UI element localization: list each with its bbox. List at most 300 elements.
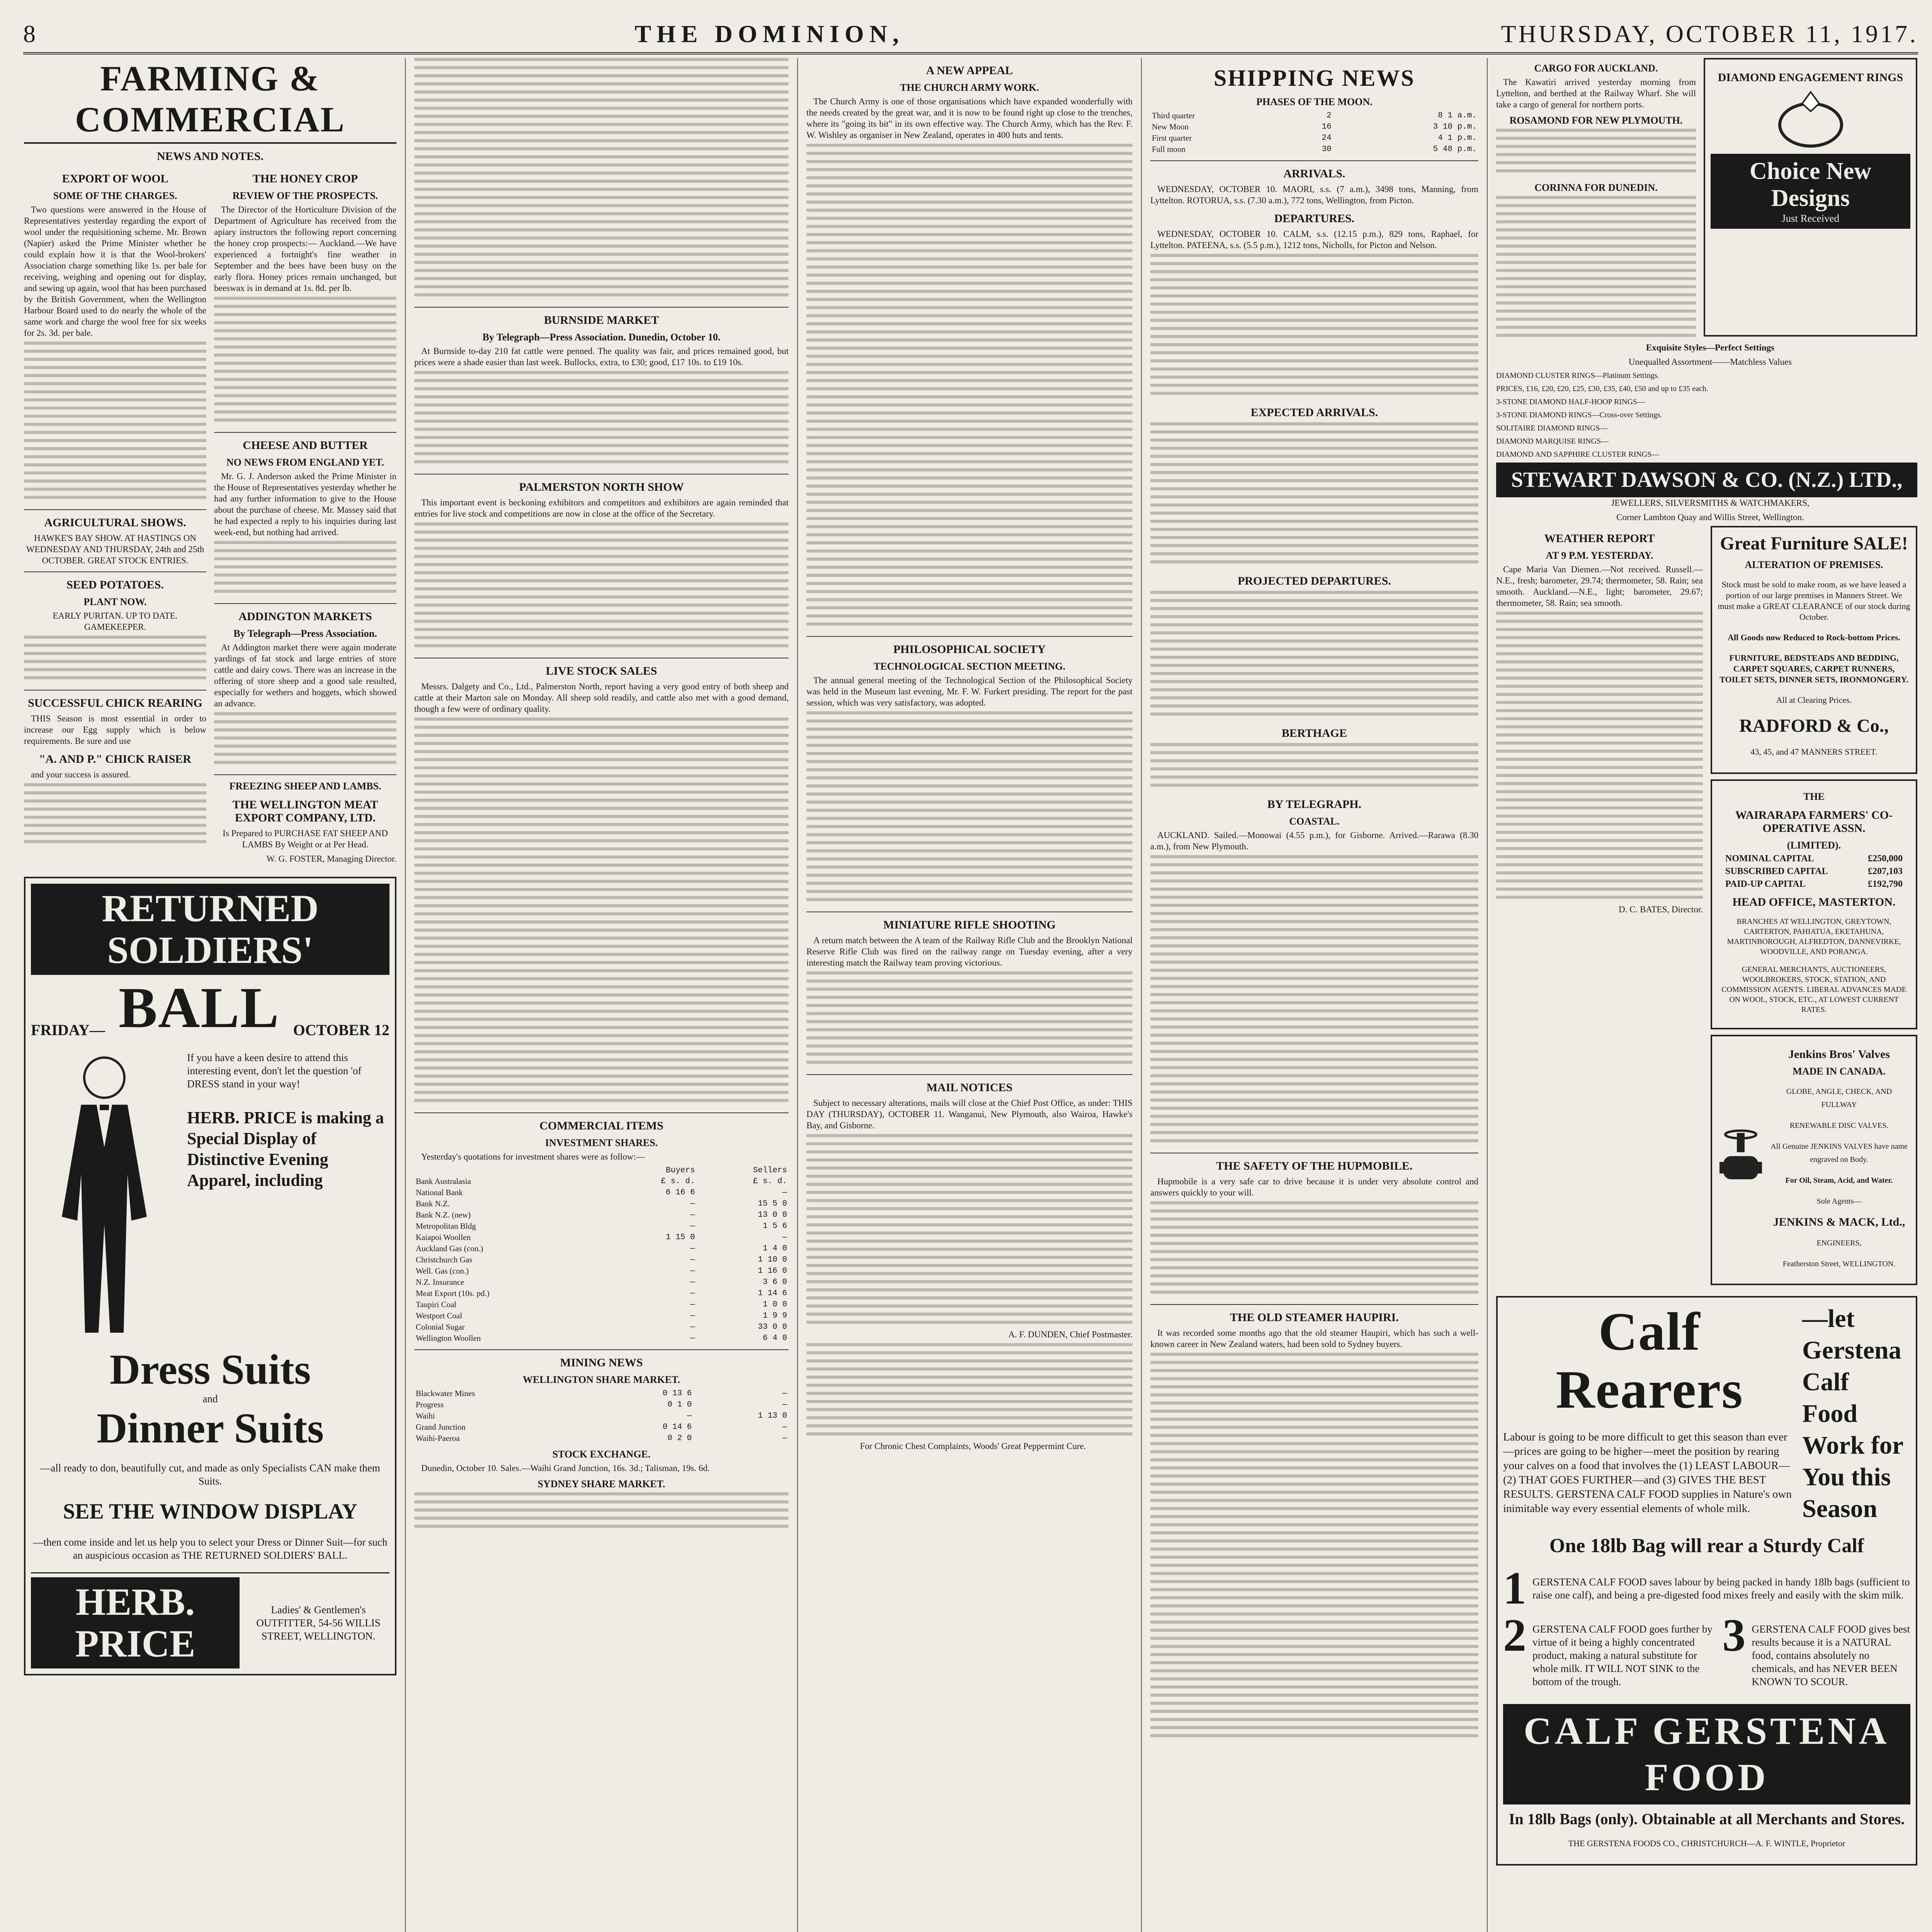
calf-point-1: GERSTENA CALF FOOD saves labour by being packed in handy 18lb bags (sufficient to raise one calf), and being a pre-digested food mixes freely and easily with the skim milk. [1532, 1576, 1910, 1601]
text-continuation [1150, 254, 1478, 400]
furniture-body: Stock must be sold to make room, as we have leased a portion of our large premises in Manners Street. We must make a GREAT CLEARANCE of our stock during October. [1718, 580, 1910, 622]
section-title: FARMING & COMMERCIAL [24, 58, 396, 144]
dunedin-exchange: Dunedin, October 10. Sales.—Waihi Grand Junction, 16s. 3d.; Talisman, 19s. 6d. [421, 1463, 710, 1473]
text-continuation [1150, 591, 1478, 721]
burnside-heading: BURNSIDE MARKET [544, 314, 659, 327]
mining-row-cell: Grand Junction [416, 1422, 466, 1432]
shares-intro: Yesterday's quotations for investment shares were as follow:— [421, 1152, 645, 1162]
valves-sub: MADE IN CANADA. [1793, 1066, 1886, 1077]
share-row-cell: Westport Coal [416, 1311, 463, 1320]
furniture-clearing: All at Clearing Prices. [1776, 695, 1852, 705]
share-row-cell: £ s. d. [661, 1177, 695, 1186]
moon-phase-row [1150, 133, 1478, 144]
calf-bag: One 18lb Bag will rear a Sturdy Calf [1549, 1535, 1864, 1557]
rings-price-list [1496, 371, 1917, 459]
appeal-text: The Church Army is one of those organisations which have expanded wonderfully with the needs created by the great war, and it is now to be found right up close to the trenches, where its "going its bit" in its own effective way. The Church Army, which has the Rev. F. W. Wishley as organiser in New Zealand, operates in 400 huts and tents. [806, 97, 1133, 140]
text-continuation [1150, 422, 1478, 568]
corinna-heading: CORINNA FOR DUNEDIN. [1534, 182, 1658, 193]
mining-row-cell: 0 13 6 [662, 1389, 692, 1398]
telegraphic-heading: BY TELEGRAPH. [1267, 798, 1362, 811]
moon-phase-row-cell: 5 48 p.m. [1433, 145, 1477, 154]
text-continuation [1150, 743, 1478, 792]
moon-phase-row-cell: 4 1 p.m. [1438, 134, 1477, 143]
rifle-heading: MINIATURE RIFLE SHOOTING [883, 918, 1056, 931]
cheese-sub: NO NEWS FROM ENGLAND YET. [226, 457, 384, 468]
philosophical-heading: PHILOSOPHICAL SOCIETY [893, 643, 1046, 656]
share-row-cell: 13 0 0 [758, 1211, 787, 1219]
share-row-cell: Metropolitan Bldg [416, 1221, 476, 1231]
mining-heading: MINING NEWS [560, 1356, 643, 1369]
moon-phase-row [1150, 110, 1478, 121]
mining-row-cell: 0 14 6 [662, 1423, 692, 1432]
text-continuation [414, 522, 789, 652]
calf-stores: In 18lb Bags (only). Obtainable at all Merchants and Stores. [1509, 1810, 1905, 1828]
farming-left [24, 166, 206, 867]
text-continuation [414, 1492, 789, 1533]
farmers-the: THE [1803, 791, 1825, 802]
ball-lead: If you have a keen desire to attend this interesting event, don't let the question 'of DRESS stand in your way! [187, 1052, 362, 1090]
herb-price-detail: Ladies' & Gentlemen's OUTFITTER, 54-56 WILLIS STREET, WELLINGTON. [256, 1604, 381, 1642]
ring-price-line: 3-STONE DIAMOND RINGS—Cross-over Settings. [1496, 411, 1662, 419]
mining-row-cell: 0 2 0 [667, 1434, 692, 1443]
shares-col-sellers: Sellers [753, 1166, 787, 1175]
peppermint-note: For Chronic Chest Complaints, Woods' Great Peppermint Cure. [860, 1441, 1086, 1451]
mining-row [414, 1433, 789, 1444]
ring-price-line: DIAMOND AND SAPPHIRE CLUSTER RINGS— [1496, 450, 1660, 459]
share-row-cell: 6 4 0 [762, 1334, 787, 1343]
calf-point-2: GERSTENA CALF FOOD goes further by virtue of it being a highly concentrated product, making a natural substitute for whole milk. IT WILL NOT SINK to the bottom of the trough. [1532, 1623, 1713, 1687]
text-continuation [414, 58, 789, 301]
share-row-cell: — [690, 1222, 695, 1231]
moon-phase-row-cell: 30 [1321, 145, 1332, 154]
cheese-text: Mr. G. J. Anderson asked the Prime Minister in the House of Representatives yesterday whether he had any further information to give to the House about the purchase of cheese. Mr. Massey said that he had expected a reply to his inquiries during last week-end, but nothing had arrived. [214, 471, 396, 537]
rings-arc: DIAMOND ENGAGEMENT RINGS [1718, 71, 1903, 84]
steamer-heading: THE OLD STEAMER HAUPIRI. [1230, 1311, 1399, 1324]
share-row-cell: Wellington Woollen [416, 1333, 481, 1343]
safety-text: Hupmobile is a very safe car to drive because it is under very absolute control and answers quickly to your will. [1150, 1177, 1478, 1197]
share-row-cell: National Bank [416, 1188, 463, 1197]
furniture-sub: ALTERATION OF PREMISES. [1745, 559, 1883, 570]
column-farming [15, 58, 406, 1932]
col5-top-left [1496, 58, 1696, 342]
mining-row-cell: — [782, 1389, 787, 1398]
valves-note: All Genuine JENKINS VALVES have name engraved on Body. [1770, 1142, 1908, 1164]
moon-phase-row-cell: Full moon [1152, 145, 1185, 154]
share-row-cell: — [690, 1334, 695, 1343]
mining-sub: WELLINGTON SHARE MARKET. [522, 1374, 680, 1385]
herb-price-brand: HERB. PRICE [75, 1580, 196, 1665]
farmers-branches: BRANCHES AT WELLINGTON, GREYTOWN, CARTERTON, PAHIATUA, EKETAHUNA, MARTINBOROUGH, ALFREDTON, DANNEVIRKE, WOODVILLE, AND PORANGA. [1727, 917, 1901, 956]
text-continuation [214, 297, 396, 427]
ring-price-line: DIAMOND MARQUISE RINGS— [1496, 437, 1609, 446]
seed-list: EARLY PURITAN. UP TO DATE. GAMEKEEPER. [53, 611, 178, 632]
dinner-suits: Dinner Suits [97, 1405, 324, 1452]
departures-text: WEDNESDAY, OCTOBER 10. CALM, s.s. (12.15 p.m.), 829 tons, Raphael, for Lyttelton. PATEENA, s.s. (5.5 p.m.), 1212 tons, Nicholls, for Picton and Nelson. [1150, 229, 1478, 250]
honey-sub: REVIEW OF THE PROSPECTS. [232, 190, 378, 201]
mail-text: Subject to necessary alterations, mails will close at the Chief Post Office, as under: THIS DAY (THURSDAY), OCTOBER 11. Wanganui, New Plymouth, also Wairoa, Hawke's Bay, and Gisborne. [806, 1098, 1133, 1130]
capital-row [1725, 866, 1903, 877]
text-continuation [806, 144, 1133, 631]
share-row-cell: Well. Gas (con.) [416, 1266, 469, 1276]
gerstena-calf-food-ad: Calf Rearers Labour is going to be more difficult to get this season than ever—prices are going to be higher—meet the position by rearing your calves on a food that involves the (1) LEAST LABOUR—(2) THAT GOES FURTHER—and (3) GIVES THE BEST RESULTS. GERSTENA CALF FOOD supplies in Nature's own inimitable way every essential elements of whole milk. —let Gerstena Calf Food Work for You this Season One 18lb Bag will rear a Sturdy Calf 1 GERSTENA CALF FOOD saves labour by being packed in handy 18lb bags (sufficient to raise one calf), and being a pre-digested food mixes freely and easily with the skim milk. 2 GERSTENA CALF FOOD goes further by virtue of it being a highly concentrated product, making a natural substitute for whole milk. IT WILL NOT SINK to the bottom of the trough. 3 GERSTENA CALF FOOD gives best results because it is a NATURAL food, contains absolutely no chemicals, and has NEVER BEEN KNOWN TO SCOUR. CALF GERSTENA FOOD In 18lb Bags (only). Obtainable at all Merchants and Stores. THE GERSTENA FOODS CO., CHRISTCHURCH—A. F. WINTLE, Proprietor [1496, 1296, 1917, 1866]
masthead [23, 15, 1918, 54]
sydney-heading: SYDNEY SHARE MARKET. [537, 1478, 665, 1490]
mining-row [414, 1410, 789, 1422]
addington-sub: By Telegraph—Press Association. [233, 628, 377, 639]
palmerston-heading: PALMERSTON NORTH SHOW [519, 481, 684, 493]
col5-top [1496, 58, 1917, 342]
stewart-dawson-banner [1496, 463, 1917, 497]
mining-row-cell: — [782, 1423, 787, 1432]
weather-sub: AT 9 P.M. YESTERDAY. [1546, 550, 1653, 561]
arrivals-text: WEDNESDAY, OCTOBER 10. MAORI, s.s. (7 a.m.), 3498 tons, Manning, from Lyttelton. ROTORUA, s.s. (7.30 a.m.), 772 tons, Wellington, from Picton. [1150, 184, 1478, 205]
moon-body [1150, 110, 1478, 155]
radford-address: 43, 45, and 47 MANNERS STREET. [1750, 747, 1878, 757]
text-continuation [1496, 129, 1696, 177]
rings-choice: Choice New Designs [1749, 158, 1872, 211]
appeal-heading: A NEW APPEAL [926, 64, 1013, 77]
agri-heading: AGRICULTURAL SHOWS. [44, 516, 186, 529]
share-row [414, 1243, 789, 1254]
hawkes-bay-ad: HAWKE'S BAY SHOW. AT HASTINGS ON WEDNESDAY AND THURSDAY, 24th and 25th OCTOBER. GREAT STOCK ENTRIES. [26, 533, 204, 565]
ball-word: BALL [119, 976, 280, 1040]
share-row-cell: — [690, 1323, 695, 1332]
moon-phase-row [1150, 121, 1478, 133]
export-text: Two questions were answered in the House of Representatives yesterday regarding the export of wool under the requisitioning scheme. Mr. Brown (Napier) asked the Prime Minister whether he could explain how it is that the Wool-brokers' Association charge something like 1s. per bale for receiving, weighing and opening out for display, and sewing up again, wool that has been purchased by the British Government, when the Wellington Harbour Board used to do nearly the whole of the same work and charge the wool free for six weeks for 2s. 3d. per bale. [24, 205, 206, 338]
furniture-note: All Goods now Reduced to Rock-bottom Prices. [1728, 633, 1900, 642]
chick-heading: SUCCESSFUL CHICK REARING [28, 697, 202, 709]
moon-phase-row-cell: 2 [1327, 111, 1332, 120]
cargo-text: The Kawatiri arrived yesterday morning from Lyttelton, and berthed at the Railway Wharf. She will take a cargo of general for northern ports. [1496, 77, 1696, 109]
calf-maker: THE GERSTENA FOODS CO., CHRISTCHURCH—A. F. WINTLE, Proprietor [1568, 1838, 1845, 1848]
farmers-head-office: HEAD OFFICE, MASTERTON. [1732, 896, 1896, 908]
text-continuation [24, 342, 206, 504]
rings-assortment: Unequalled Assortment——Matchless Values [1628, 357, 1792, 367]
commercial-heading: COMMERCIAL ITEMS [539, 1119, 663, 1132]
share-row-cell: Meat Export (10s. pd.) [416, 1289, 490, 1298]
share-row-cell: — [690, 1311, 695, 1320]
calf-intro: Labour is going to be more difficult to get this season than ever—prices are going to be higher—meet the position by rearing your calves on a food that involves the (1) LEAST LABOUR—(2) THAT GOES FURTHER—and (3) GIVES THE BEST RESULTS. GERSTENA CALF FOOD supplies in Nature's own inimitable way every essential elements of whole milk. [1503, 1431, 1792, 1515]
share-row-cell: 1 4 0 [762, 1244, 787, 1253]
livestock-text: Messrs. Dalgety and Co., Ltd., Palmerston North, report having a very good entry of both sheep and cattle at their Marton sale on Monday. All sheep sold readily, and cattle also met with a good demand, though a few were of ordinary quality. [414, 682, 789, 714]
text-continuation [24, 783, 206, 848]
philosophical-sub: TECHNOLOGICAL SECTION MEETING. [873, 661, 1066, 672]
share-row [414, 1321, 789, 1333]
stewart-dawson-sub: JEWELLERS, SILVERSMITHS & WATCHMAKERS, [1611, 498, 1810, 508]
share-row-cell: — [690, 1289, 695, 1298]
moon-phase-row-cell: New Moon [1152, 122, 1189, 131]
weather-heading: WEATHER REPORT [1544, 532, 1655, 545]
valves-agents: Sole Agents— [1816, 1197, 1862, 1206]
calf-title: Calf Rearers [1556, 1302, 1743, 1420]
stewart-dawson-address: Corner Lambton Quay and Willis Street, Wellington. [1616, 512, 1804, 522]
share-row-cell: 33 0 0 [758, 1323, 787, 1332]
ring-price-line: SOLITAIRE DIAMOND RINGS— [1496, 424, 1608, 432]
news-heading: NEWS AND NOTES. [157, 150, 264, 163]
share-row-cell: Kaiapoi Woollen [416, 1233, 471, 1242]
stock-exchange-heading: STOCK EXCHANGE. [552, 1449, 651, 1460]
projected-heading: PROJECTED DEPARTURES. [1238, 575, 1391, 587]
column-shipping [1142, 58, 1488, 1932]
moon-table [1150, 110, 1478, 155]
coastal-text: AUCKLAND. Sailed.—Monowai (4.55 p.m.), for Gisborne. Arrived.—Rarawa (8.30 a.m.), from New Plymouth. [1150, 830, 1478, 851]
mining-row-cell: Progress [416, 1400, 444, 1409]
share-row-cell: — [690, 1300, 695, 1309]
valves-use: For Oil, Steam, Acid, and Water. [1785, 1176, 1893, 1185]
freezing-company: THE WELLINGTON MEAT EXPORT COMPANY, LTD. [232, 798, 378, 824]
ring-icon [1711, 88, 1910, 150]
share-row [414, 1221, 789, 1232]
capital-label: NOMINAL CAPITAL [1725, 854, 1814, 864]
addington-heading: ADDINGTON MARKETS [238, 610, 372, 623]
rings-tagline: Exquisite Styles—Perfect Settings [1646, 343, 1775, 352]
weather-text: Cape Maria Van Diemen.—Not received. Russell.—N.E., fresh; barometer, 29.74; thermometer, 58. Rain; sea smooth. Auckland.—N.E., light; barometer, 29.67; thermometer, 58. Rain; sea smooth. [1496, 565, 1703, 608]
ball-day: FRIDAY— [31, 1021, 105, 1039]
appeal-sub: THE CHURCH ARMY WORK. [900, 82, 1039, 93]
arrivals-heading: ARRIVALS. [1283, 167, 1345, 180]
livestock-heading: LIVE STOCK SALES [546, 665, 657, 677]
rosamond-heading: ROSAMOND FOR NEW PLYMOUTH. [1509, 115, 1683, 126]
share-row-cell: — [782, 1233, 787, 1242]
capital-value: £250,000 [1868, 854, 1903, 864]
share-row-cell: 1 10 0 [758, 1255, 787, 1264]
text-continuation [214, 541, 396, 598]
text-continuation [414, 371, 789, 468]
valves-renewable: RENEWABLE DISC VALVES. [1789, 1121, 1889, 1130]
share-row-cell: Colonial Sugar [416, 1322, 465, 1332]
capital-label: SUBSCRIBED CAPITAL [1725, 866, 1828, 876]
capital-label: PAID-UP CAPITAL [1725, 879, 1806, 889]
seed-sub: PLANT NOW. [83, 596, 147, 607]
ball-herb: HERB. PRICE is making a Special Display of Distinctive Evening Apparel, including [187, 1108, 384, 1190]
palmerston-text: This important event is beckoning exhibitors and competitors and exhibitors are again reminded that entries for live stock and competitions are now in close at the office of the Secretary. [414, 498, 789, 519]
share-row-cell: Bank N.Z. (new) [416, 1210, 471, 1219]
share-row [414, 1254, 789, 1265]
engagement-rings-ad [1704, 58, 1917, 337]
philosophical-text: The annual general meeting of the Technological Section of the Philosophical Society was held in the Museum last evening, Mr. F. W. Furkert presiding. The report for the past session, which was very satisfactory, was adopted. [806, 675, 1133, 707]
moon-phase-row-cell: First quarter [1152, 133, 1192, 143]
departures-heading: DEPARTURES. [1274, 212, 1355, 225]
mining-row [414, 1388, 789, 1399]
share-row-cell: Taupiri Coal [416, 1300, 457, 1309]
jenkins-valves-ad [1711, 1035, 1917, 1285]
herb-price-logo [31, 1577, 240, 1668]
chick-text: THIS Season is most essential in order to increase our Egg supply which is below requirements. Be sure and use [24, 714, 206, 746]
text-continuation [414, 718, 789, 1107]
share-row-cell: 3 6 0 [762, 1278, 787, 1287]
ball-title: RETURNED SOLDIERS' [102, 887, 319, 971]
capital-value: £192,790 [1868, 879, 1903, 889]
window-text: —then come inside and let us help you to select your Dress or Dinner Suit—for such an auspicious occasion as THE RETURNED SOLDIERS' BALL. [33, 1536, 388, 1561]
seed-heading: SEED POTATOES. [66, 578, 164, 591]
share-row [414, 1232, 789, 1243]
share-row-cell: 1 16 0 [758, 1267, 787, 1276]
share-row [414, 1209, 789, 1221]
share-row [414, 1310, 789, 1321]
text-continuation [806, 1134, 1133, 1329]
share-row-cell: 15 5 0 [758, 1199, 787, 1208]
text-continuation [806, 1343, 1133, 1440]
wairarapa-farmers-ad [1711, 779, 1917, 1029]
farmers-agents: GENERAL MERCHANTS, AUCTIONEERS, WOOLBROKERS, STOCK, STATION, AND COMMISSION AGENTS. LIBERAL ADVANCES MADE ON WOOL, STOCK, ETC., AT LOWEST CURRENT RATES. [1721, 965, 1906, 1014]
farmers-limited: (LIMITED). [1787, 840, 1841, 851]
share-row-cell: — [690, 1267, 695, 1276]
export-sub: SOME OF THE CHARGES. [53, 190, 177, 201]
ball-date: OCTOBER 12 [293, 1021, 389, 1039]
share-row-cell: 1 0 0 [762, 1300, 787, 1309]
moon-phase-row-cell: 3 10 p.m. [1433, 122, 1477, 131]
calf-point-3: GERSTENA CALF FOOD gives best results because it is a NATURAL food, contains absolutely no chemicals, and has NEVER BEEN KNOWN TO SCOUR. [1752, 1623, 1910, 1687]
share-row [414, 1288, 789, 1299]
shares-col-buyers: Buyers [666, 1166, 695, 1175]
share-row-cell: 1 9 9 [762, 1311, 787, 1320]
share-row-cell: Bank Australasia [416, 1177, 471, 1186]
gerstena-banner [1503, 1704, 1910, 1804]
gerstena-banner-text: CALF GERSTENA FOOD [1524, 1709, 1890, 1799]
mining-row-cell: Blackwater Mines [416, 1389, 475, 1398]
chick-tail: and your success is assured. [31, 770, 131, 779]
weather-sign: D. C. BATES, Director. [1619, 905, 1703, 914]
column-news [798, 58, 1142, 1932]
cheese-heading: CHEESE AND BUTTER [243, 439, 368, 452]
text-continuation [214, 712, 396, 769]
mining-row-cell: 1 13 0 [758, 1412, 787, 1420]
column-markets [406, 58, 798, 1932]
freezing-heading: FREEZING SHEEP AND LAMBS. [229, 781, 381, 792]
returned-soldiers-ball-ad [24, 877, 396, 1675]
weather-report [1496, 526, 1703, 1291]
window-display: SEE THE WINDOW DISPLAY [63, 1500, 357, 1524]
share-row-cell: — [690, 1255, 695, 1264]
share-row-cell: — [690, 1278, 695, 1287]
ball-ready: —all ready to don, beautifully cut, and made as only Specialists CAN make them Suits. [40, 1462, 380, 1487]
share-row-cell: 1 14 6 [758, 1289, 787, 1298]
valve-icon [1718, 1129, 1764, 1191]
share-row-cell: N.Z. Insurance [416, 1277, 464, 1287]
mining-row-cell: Waihi [416, 1411, 435, 1420]
share-row-cell: — [690, 1199, 695, 1208]
share-row [414, 1176, 789, 1187]
moon-phase-row-cell: 16 [1321, 122, 1332, 131]
rifle-text: A return match between the A team of the Railway Rifle Club and the Brooklyn National Reserve Rifle Club was fired on the railway range on Tuesday evening, after a very interesting match the Railway team proving victorious. [806, 935, 1133, 968]
valves-firm: JENKINS & MACK, Ltd., [1773, 1216, 1905, 1228]
share-row-cell: £ s. d. [753, 1177, 787, 1186]
share-row [414, 1198, 789, 1209]
gentleman-illustration [31, 1047, 178, 1340]
share-row-cell: — [690, 1244, 695, 1253]
berthage-heading: BERTHAGE [1282, 727, 1347, 740]
text-continuation [1150, 1201, 1478, 1299]
farming-right [214, 166, 396, 867]
share-row-cell: 1 5 6 [762, 1222, 787, 1231]
text-continuation [806, 711, 1133, 906]
share-row [414, 1333, 789, 1344]
share-row-cell: — [690, 1211, 695, 1219]
moon-phase-row [1150, 144, 1478, 155]
capital-table [1718, 854, 1910, 889]
burnside-text: At Burnside to-day 210 fat cattle were penned. The quality was fair, and prices remained good, but prices were a shade easier than last week. Bullocks, extra, to £30; good, £17 10s. to £19 10s. [414, 346, 789, 367]
furniture-sale-ad [1711, 526, 1917, 774]
valves-kinds: GLOBE, ANGLE, CHECK, AND FULLWAY [1786, 1087, 1892, 1109]
stewart-dawson-firm: STEWART DAWSON & CO. (N.Z.) LTD., [1511, 468, 1903, 492]
moon-phase-row-cell: 8 1 a.m. [1438, 111, 1477, 120]
capital-row [1725, 854, 1903, 864]
expected-heading: EXPECTED ARRIVALS. [1250, 406, 1378, 419]
moon-heading: PHASES OF THE MOON. [1256, 96, 1372, 107]
valves-eng: ENGINEERS, [1816, 1239, 1862, 1247]
col5-middle [1496, 526, 1917, 1291]
shares-body [414, 1176, 789, 1344]
shares-heading: INVESTMENT SHARES. [545, 1137, 658, 1148]
honey-text: The Director of the Horticulture Division of the Department of Agriculture has received from the apiary instructors the following report concerning the honey crop prospects:— Auckland.—We have experienced a fortnight's fine weather in September and the bees have been busy on the early flora. Honey prices remain unchanged, but beeswax is in demand at 1s. 8d. per lb. [214, 205, 396, 293]
mining-row-cell: — [782, 1434, 787, 1443]
share-row [414, 1299, 789, 1310]
paper-title: THE DOMINION, [634, 20, 905, 48]
farming-two-column [24, 166, 396, 867]
capital-row [1725, 879, 1903, 889]
share-row-cell: Bank N.Z. [416, 1199, 450, 1208]
chick-product: "A. AND P." CHICK RAISER [39, 753, 191, 765]
radford-brand: RADFORD & Co., [1739, 716, 1889, 736]
mining-body [414, 1388, 789, 1444]
mining-row [414, 1399, 789, 1410]
rings-received: Just Received [1781, 213, 1840, 224]
text-continuation [24, 636, 206, 684]
share-row-cell: Christchurch Gas [416, 1255, 473, 1264]
mining-row-cell: 0 1 0 [667, 1400, 692, 1409]
moon-phase-row-cell: 24 [1321, 134, 1332, 143]
text-continuation [1496, 612, 1703, 904]
calf-let: —let Gerstena Calf Food Work for You this Season [1802, 1304, 1903, 1523]
valves-address: Featherston Street, WELLINGTON. [1782, 1260, 1896, 1268]
export-heading: EXPORT OF WOOL [62, 172, 168, 185]
coastal-heading: COASTAL. [1289, 816, 1340, 827]
mining-row-cell: — [687, 1412, 692, 1420]
share-row [414, 1187, 789, 1198]
furniture-items: FURNITURE, BEDSTEADS AND BEDDING, CARPET SQUARES, CARPET RUNNERS, TOILET SETS, DINNER SETS, IRONMONGERY. [1719, 653, 1908, 684]
ring-price-line: DIAMOND CLUSTER RINGS—Platinum Settings. [1496, 371, 1660, 380]
share-row-cell: — [782, 1188, 787, 1197]
ring-price-line: PRICES, £16, £20, £20, £25, £30, £35, £40, £50 and up to £35 each. [1496, 384, 1708, 393]
text-continuation [806, 971, 1133, 1069]
shares-col-name [414, 1165, 604, 1176]
shipping-heading: SHIPPING NEWS [1214, 65, 1415, 91]
burnside-sub: By Telegraph—Press Association. Dunedin, October 10. [482, 332, 721, 343]
honey-heading: THE HONEY CROP [252, 172, 358, 185]
page-number: 8 [23, 20, 38, 48]
freezing-text: Is Prepared to PURCHASE FAT SHEEP AND LAMBS By Weight or at Per Head. [223, 828, 388, 849]
mail-heading: MAIL NOTICES [926, 1081, 1013, 1094]
dateline: THURSDAY, OCTOBER 11, 1917. [1501, 20, 1918, 48]
steamer-text: It was recorded some months ago that the old steamer Haupiri, which has such a well-known career in New Zealand waters, had been sold to Sydney buyers. [1150, 1328, 1478, 1349]
dress-and: and [202, 1393, 218, 1405]
share-row [414, 1277, 789, 1288]
cargo-heading: CARGO FOR AUCKLAND. [1534, 63, 1658, 74]
text-continuation [1496, 196, 1696, 342]
addington-text: At Addington market there were again moderate yardings of fat stock and large entries of store cattle and dairy cows. There was an increase in the offering of store sheep and a good sale resulted, especially for wethers and hoggets, which showed an advance. [214, 643, 396, 708]
mining-row-cell: Waihi-Paeroa [416, 1434, 460, 1443]
share-row-cell: 6 16 6 [666, 1188, 695, 1197]
valves-title: Jenkins Bros' Valves [1788, 1048, 1890, 1061]
text-continuation [1150, 1353, 1478, 1742]
share-row-cell: 1 15 0 [666, 1233, 695, 1242]
freezing-sign: W. G. FOSTER, Managing Director. [266, 854, 396, 864]
safety-heading: THE SAFETY OF THE HUPMOBILE. [1216, 1160, 1413, 1172]
rings-choice-box [1711, 154, 1910, 229]
mail-sign: A. F. DUNDEN, Chief Postmaster. [1008, 1330, 1133, 1339]
column-advertisements [1488, 58, 1926, 1932]
shares-table [414, 1165, 789, 1344]
